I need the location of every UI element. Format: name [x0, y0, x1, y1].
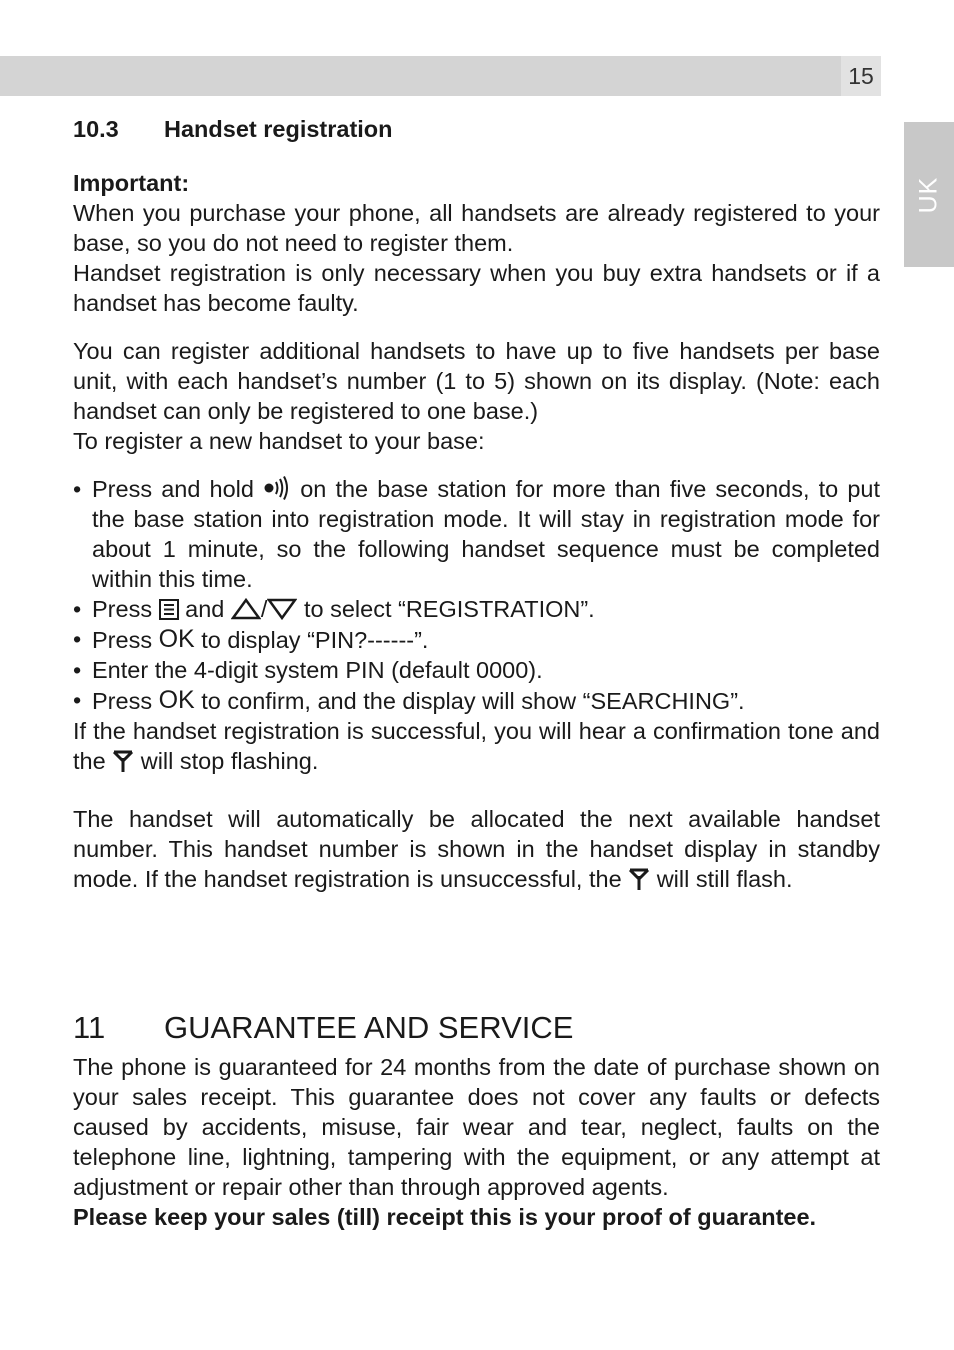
antenna-icon: [112, 750, 134, 772]
slash: /: [260, 596, 268, 622]
guarantee-note: Please keep your sales (till) receipt this is your proof of guarantee.: [73, 1204, 817, 1230]
list-item: • Press and hold on the base station for more than five seconds, to put the base station into registration mode. It will stay in registration mode for about 1 minute, so the following handset sequence must be completed within this time.: [73, 474, 880, 594]
page-number: 15: [841, 56, 881, 96]
important-label: Important:: [73, 170, 190, 196]
list-item: • Enter the 4-digit system PIN (default 0000).: [73, 655, 880, 685]
page-key-icon: [263, 476, 291, 500]
important-text-1: When you purchase your phone, all handsets are already registered to your base, so you do not need to register them.: [73, 200, 880, 256]
section-heading-11: [73, 1008, 880, 1048]
down-arrow-icon: [267, 598, 297, 620]
section-number: 10.3: [73, 116, 119, 142]
menu-icon: [159, 599, 179, 620]
guarantee-text: The phone is guaranteed for 24 months from the date of purchase shown on your sales receipt. This guarantee does not cover any faults or defects caused by accidents, misuse, fair wear and tear, neglect, faults on the telephone line, lightning, tampering with the equipment, or any attempt at adjustment or repair other than through approved agents.: [73, 1054, 880, 1200]
section-heading-10-3: [73, 114, 880, 144]
register-intro-text: To register a new handset to your base:: [73, 428, 485, 454]
important-text-2: Handset registration is only necessary when you buy extra handsets or if a handset has become faulty.: [73, 260, 880, 316]
page-content: [73, 114, 880, 1232]
ok-key-icon: OK: [158, 686, 195, 714]
section-title: Handset registration: [164, 116, 393, 142]
allocation-text: The handset will automatically be allocated the next available handset number. This handset number is shown in the handset display in standby mode. If the handset registration is unsuccessful, the will still flash.: [73, 806, 880, 892]
ok-key-icon: OK: [158, 625, 195, 653]
list-item: • Press OK to display “PIN?------”.: [73, 624, 880, 655]
success-text: If the handset registration is successful, you will hear a confirmation tone and the will stop flashing.: [73, 718, 880, 774]
section-number: 11: [73, 1010, 106, 1045]
section-title: GUARANTEE AND SERVICE: [164, 1010, 574, 1045]
list-item: • Press and / to select “REGISTRATION”.: [73, 594, 880, 624]
list-item: • Press OK to confirm, and the display will show “SEARCHING”.: [73, 685, 880, 716]
additional-handsets-text: You can register additional handsets to have up to five handsets per base unit, with each handset’s number (1 to 5) shown on its display. (Note: each handset can only be registered to one base.): [73, 338, 880, 424]
header-bar: [0, 56, 841, 96]
language-label: UK: [914, 176, 943, 213]
up-arrow-icon: [231, 598, 261, 620]
antenna-icon: [628, 868, 650, 890]
language-tab: [904, 122, 954, 267]
registration-steps: [73, 474, 880, 716]
